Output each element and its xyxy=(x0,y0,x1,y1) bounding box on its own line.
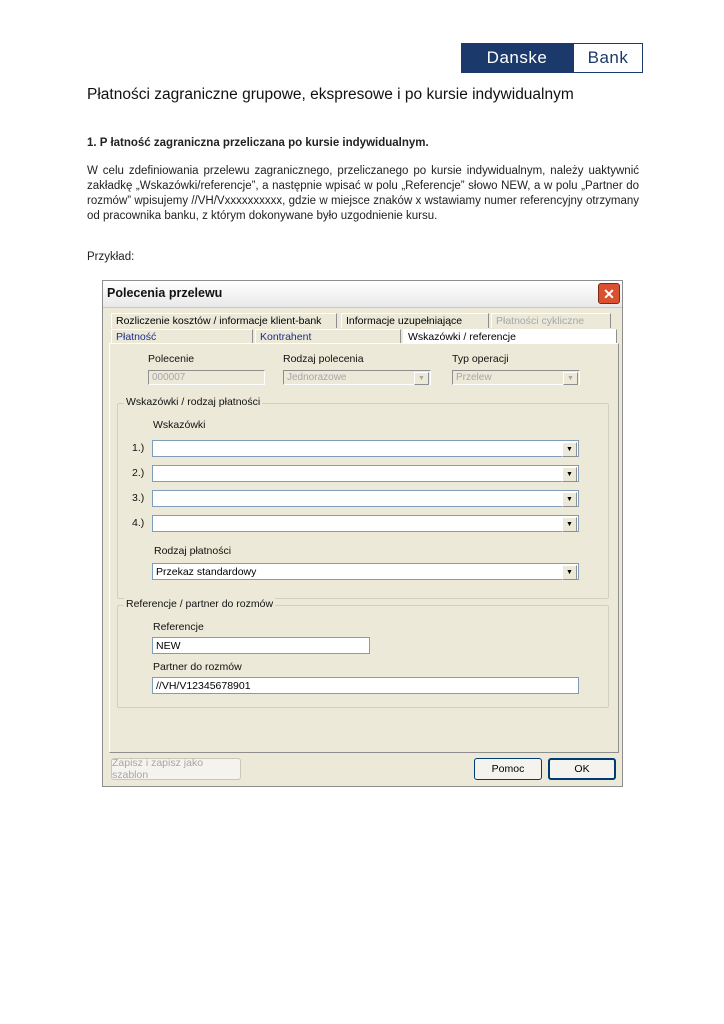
typ-operacji-value: Przelew xyxy=(456,372,492,383)
chevron-down-icon: ▼ xyxy=(563,372,578,385)
chevron-down-icon[interactable]: ▼ xyxy=(562,492,577,507)
row-number-1: 1.) xyxy=(132,442,145,454)
polecenie-field: 000007 xyxy=(148,370,265,385)
wskazowki-group-title: Wskazówki / rodzaj płatności xyxy=(126,396,261,408)
rodzaj-polecenia-value: Jednorazowe xyxy=(287,372,347,383)
row-number-4: 4.) xyxy=(132,517,145,529)
instruction-select-4[interactable] xyxy=(152,515,579,532)
dialog-titlebar xyxy=(103,281,622,308)
typ-operacji-label: Typ operacji xyxy=(452,353,509,365)
danske-bank-logo xyxy=(461,43,643,73)
referencje-group-title: Referencje / partner do rozmów xyxy=(126,598,274,610)
rodzaj-platnosci-value: Przekaz standardowy xyxy=(156,566,257,578)
chevron-down-icon[interactable]: ▼ xyxy=(562,442,577,457)
rodzaj-platnosci-label: Rodzaj płatności xyxy=(154,545,232,557)
logo-part-danske: Danske xyxy=(462,44,572,72)
save-template-button[interactable]: Zapisz i zapisz jako szablon xyxy=(111,758,241,780)
row-number-2: 2.) xyxy=(132,467,145,479)
chevron-down-icon[interactable]: ▼ xyxy=(562,565,577,580)
referencje-label: Referencje xyxy=(153,621,204,633)
logo-part-bank: Bank xyxy=(572,44,642,72)
tab-payment[interactable]: Płatność xyxy=(111,329,253,344)
wskazowki-group xyxy=(117,396,609,599)
tab-instructions-references[interactable]: Wskazówki / referencje xyxy=(403,329,617,344)
dialog-title: Polecenia przelewu xyxy=(107,286,223,300)
tab-panel xyxy=(109,343,619,753)
polecenie-label: Polecenie xyxy=(148,353,195,365)
ok-button[interactable]: OK xyxy=(548,758,616,780)
instruction-select-3[interactable] xyxy=(152,490,579,507)
partner-input[interactable]: //VH/V12345678901 xyxy=(152,677,579,694)
help-button[interactable]: Pomoc xyxy=(474,758,542,780)
referencje-group xyxy=(117,598,609,708)
chevron-down-icon: ▼ xyxy=(414,372,429,385)
typ-operacji-select xyxy=(452,370,580,385)
partner-label: Partner do rozmów xyxy=(153,661,242,673)
referencje-input[interactable]: NEW xyxy=(152,637,370,654)
chevron-down-icon[interactable]: ▼ xyxy=(562,467,577,482)
rodzaj-polecenia-label: Rodzaj polecenia xyxy=(283,353,364,365)
instruction-paragraph: W celu zdefiniowania przelewu zagranicznego, przeliczanego po kursie indywidualnym, należy uaktywnić zakładkę „Wskazówki/referencje”, a następnie wpisać w polu „Referencje” słowo NEW, a w polu „Partner do rozmów” wpisujemy //VH/Vxxxxxxxxxx, gdzie w miejsce znaków x wstawiamy numer referencyjny otrzymany od pracownika banku, z którym dokonywane było uzgodnienie kursu. xyxy=(87,165,639,222)
tab-cost-settlement[interactable]: Rozliczenie kosztów / informacje klient-bank xyxy=(111,313,337,328)
transfer-dialog xyxy=(102,280,623,787)
close-button[interactable]: ✕ xyxy=(598,283,620,304)
instruction-select-1[interactable] xyxy=(152,440,579,457)
section-title: 1. P łatność zagraniczna przeliczana po kursie indywidualnym. xyxy=(87,137,429,149)
tab-recurring-payments[interactable]: Płatności cykliczne xyxy=(491,313,611,328)
rodzaj-polecenia-select xyxy=(283,370,431,385)
tab-counterparty[interactable]: Kontrahent xyxy=(255,329,401,344)
chevron-down-icon[interactable]: ▼ xyxy=(562,517,577,532)
row-number-3: 3.) xyxy=(132,492,145,504)
document-title: Płatności zagraniczne grupowe, ekspresowe i po kursie indywidualnym xyxy=(87,86,574,103)
rodzaj-platnosci-select[interactable] xyxy=(152,563,579,580)
tab-additional-info[interactable]: Informacje uzupełniające xyxy=(341,313,489,328)
wskazowki-label: Wskazówki xyxy=(153,419,206,431)
example-label: Przykład: xyxy=(87,251,135,263)
instruction-select-2[interactable] xyxy=(152,465,579,482)
